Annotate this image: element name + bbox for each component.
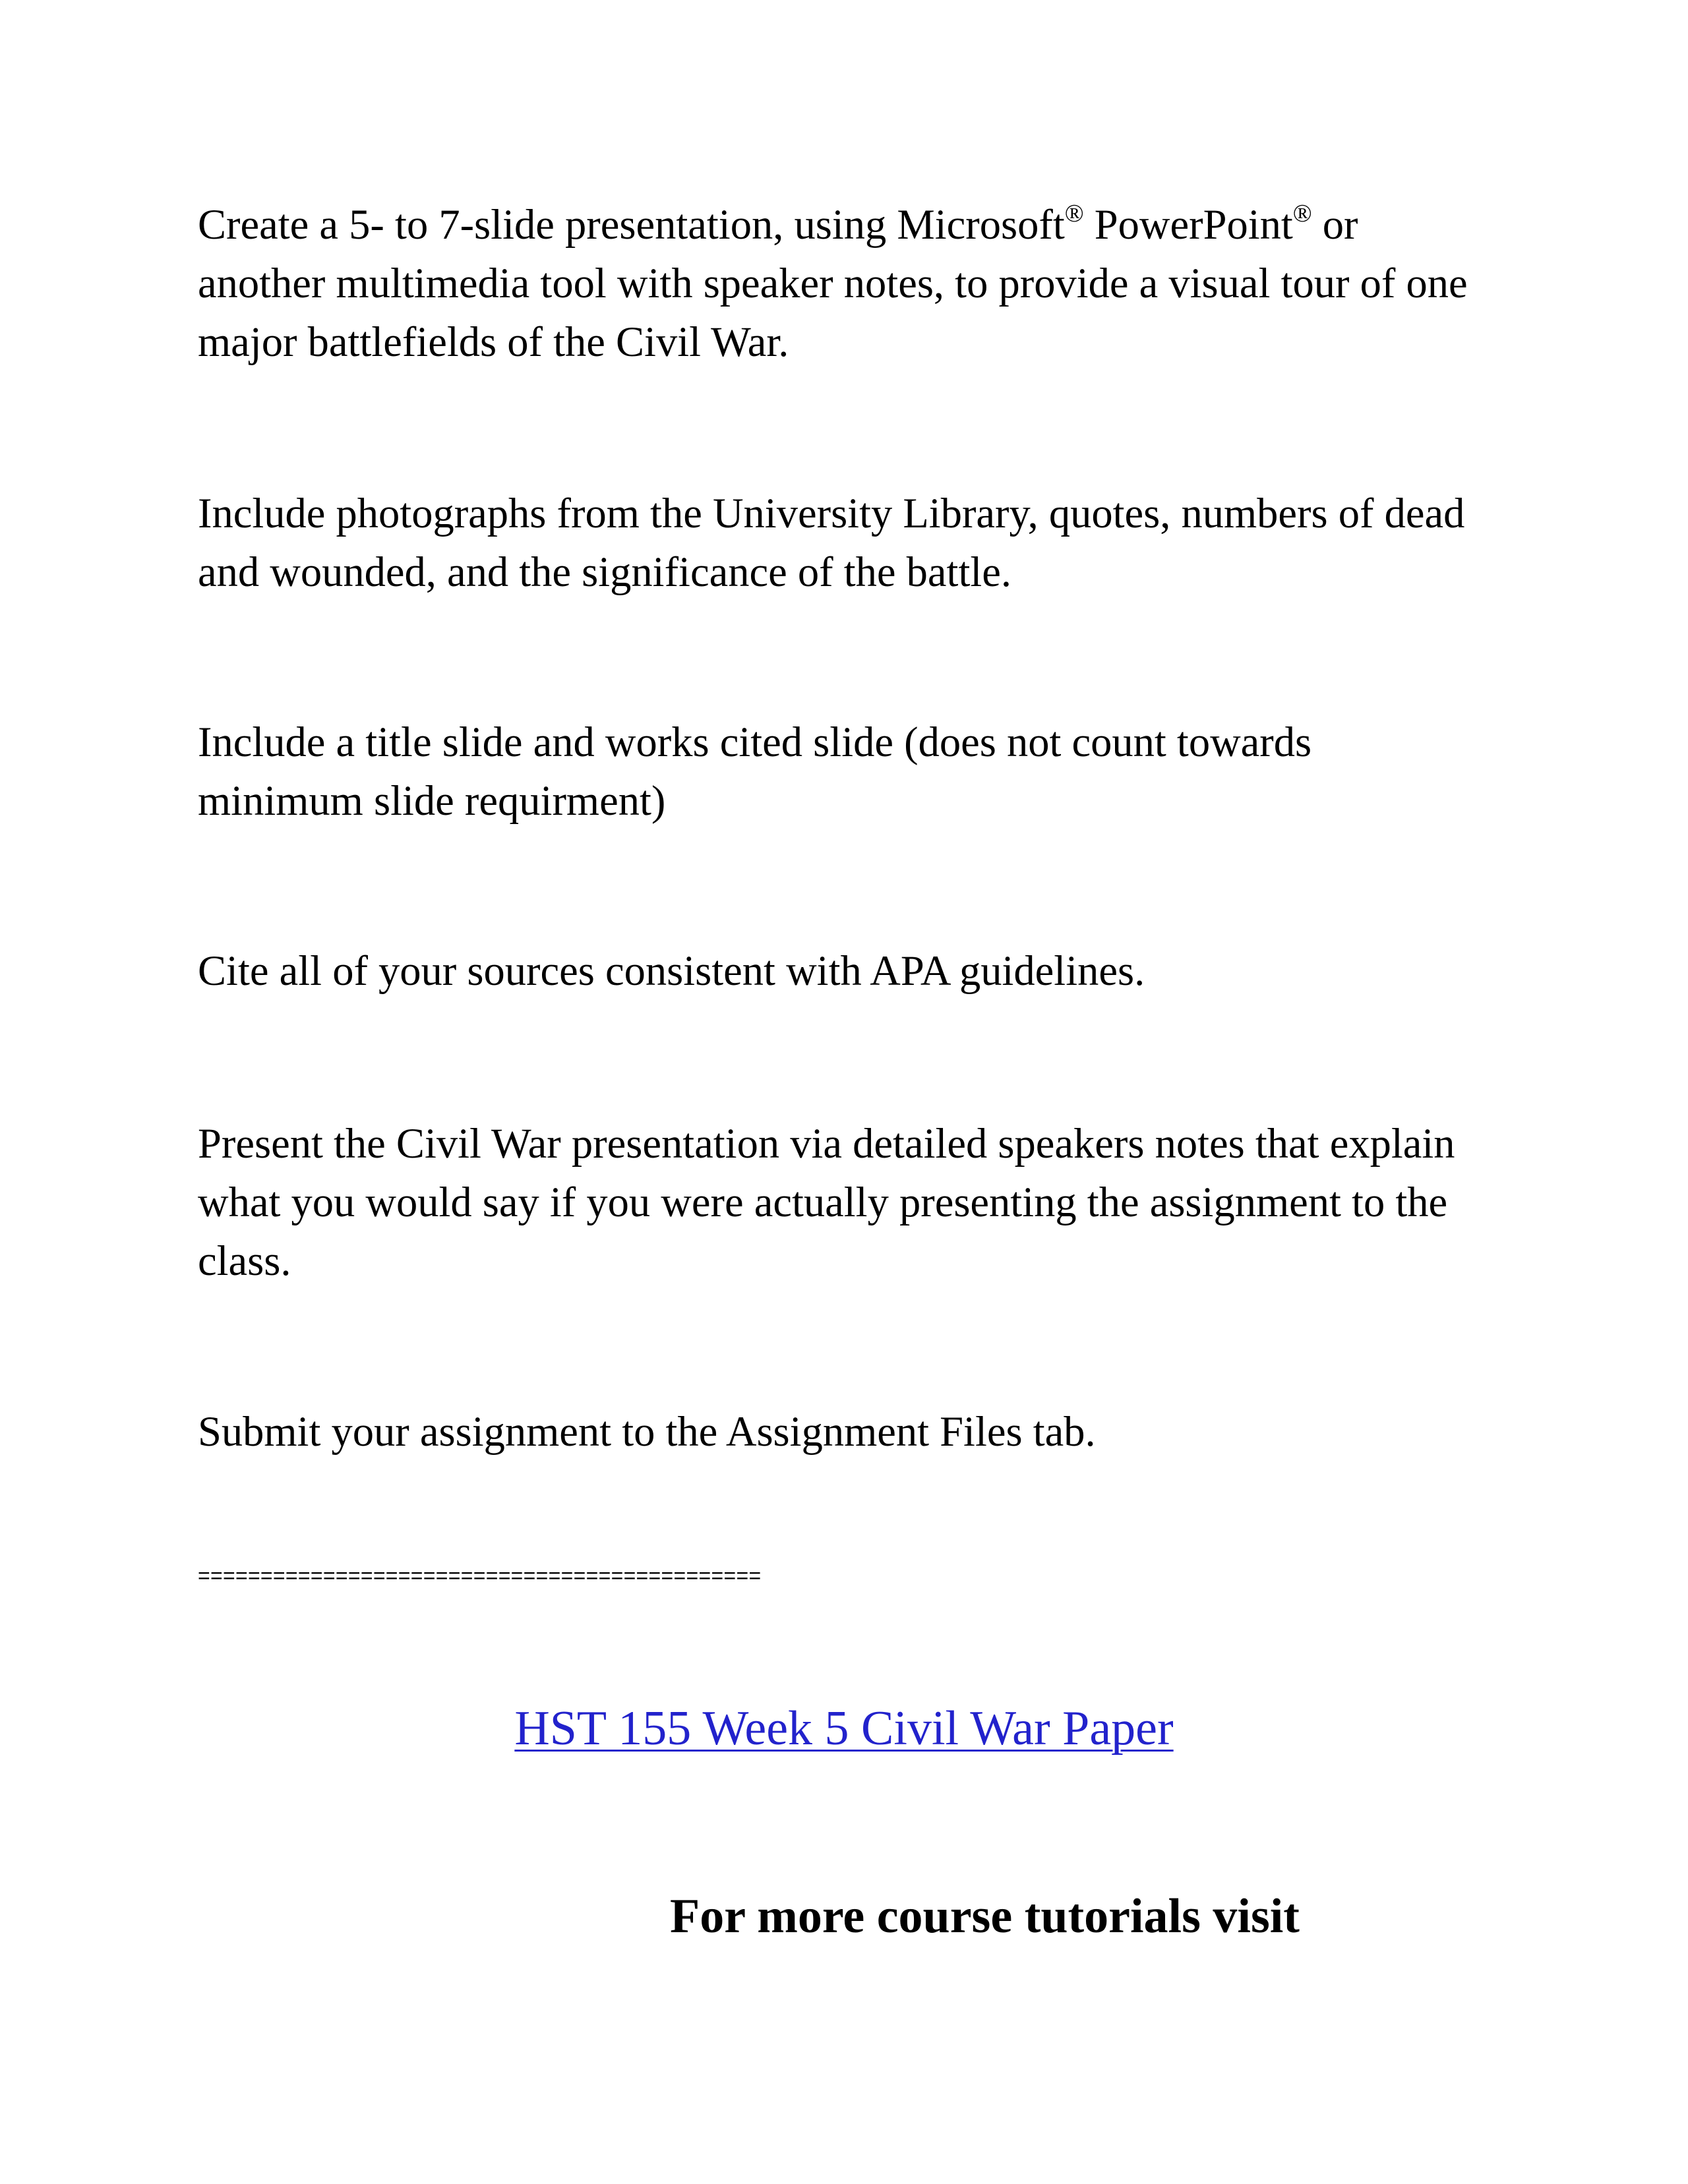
course-link-container bbox=[0, 1697, 1688, 1760]
separator-line: ============================================= bbox=[198, 1564, 762, 1587]
instruction-paragraph-submit: Submit your assignment to the Assignment Files tab. bbox=[198, 1408, 1096, 1455]
footer-heading: For more course tutorials visit bbox=[670, 1889, 1300, 1943]
instruction-paragraph-title-slide: Include a title slide and works cited slide (does not count towards minimum slide requirment) bbox=[198, 719, 1312, 824]
registered-mark: ® bbox=[1064, 200, 1084, 227]
instruction-text: Create a 5- to 7-slide presentation, using Microsoft bbox=[198, 201, 1065, 248]
instruction-paragraph-speaker-notes: Present the Civil War presentation via detailed speakers notes that explain what you would say if you were actually presenting the assignment to the class. bbox=[198, 1120, 1455, 1284]
instruction-text: PowerPoint bbox=[1083, 201, 1293, 248]
instruction-paragraph-presentation bbox=[198, 195, 1477, 371]
instruction-paragraph-photographs: Include photographs from the University Library, quotes, numbers of dead and wounded, and the significance of the battle. bbox=[198, 490, 1465, 595]
registered-mark: ® bbox=[1292, 200, 1312, 227]
course-paper-link[interactable]: HST 155 Week 5 Civil War Paper bbox=[514, 1701, 1174, 1756]
instruction-text: or another multimedia tool with speaker notes, to provide a visual tour of one major battlefields of the Civil War. bbox=[198, 201, 1468, 365]
instruction-paragraph-citations: Cite all of your sources consistent with APA guidelines. bbox=[198, 947, 1145, 994]
